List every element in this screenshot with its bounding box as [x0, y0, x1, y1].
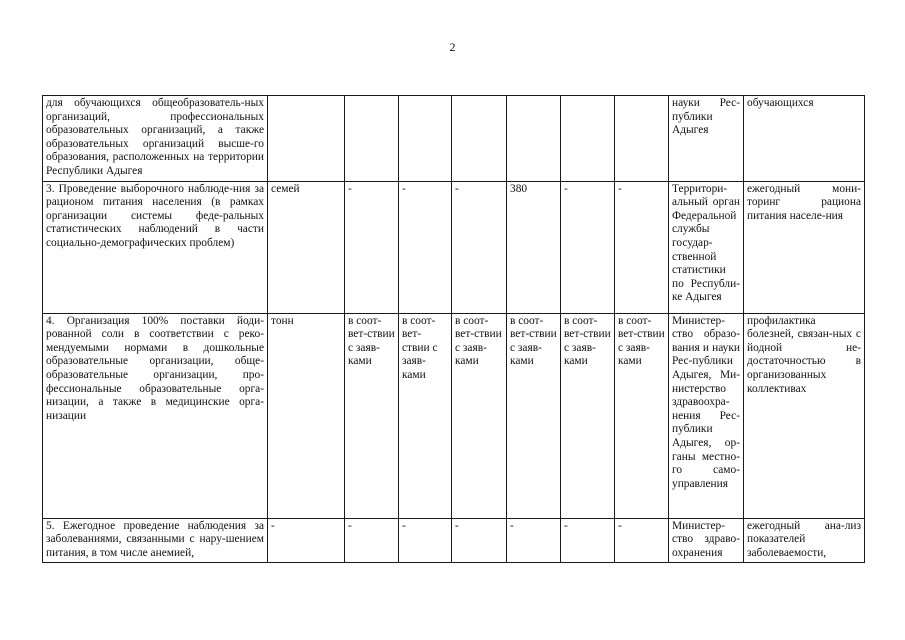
year-value-cell: 380	[507, 181, 561, 313]
executor-cell: Министер-ство образо-вания и науки Рес-публики Адыгея, Ми-нистерство здравоохра-нения Рес-публики Адыгея, ор-ганы местно-го само-управления	[669, 313, 744, 518]
year-value-cell: в соот-вет-ствии с заяв-ками	[615, 313, 669, 518]
measure-name-text: 5. Ежегодное проведение наблюдения за заболеваниями, связанными с нару-шением питания, в том числе анемией,	[46, 519, 264, 559]
year-value-cell: -	[345, 518, 399, 563]
measure-name-cell	[43, 518, 268, 563]
year-value-cell: в соот-вет-ствии с заяв-ками	[452, 313, 507, 518]
year-value-cell	[345, 96, 399, 182]
result-text: ежегодный ана-лиз показателей заболеваемости,	[747, 519, 861, 559]
year-value-cell	[452, 96, 507, 182]
executor-cell	[669, 518, 744, 563]
program-measures-table	[42, 95, 865, 563]
result-cell: обучающихся	[744, 96, 865, 182]
year-value-cell	[507, 96, 561, 182]
year-value-cell: -	[345, 181, 399, 313]
result-cell: ежегодный мони-торинг рациона питания населе-ния	[744, 181, 865, 313]
year-value-cell: -	[507, 518, 561, 563]
table-row	[43, 181, 865, 313]
year-value-cell	[399, 96, 452, 182]
measure-name-cell: 3. Проведение выборочного наблюде-ния за рационом питания населения (в рамках организации системы феде-ральных статистических наблюдений в части социально-демографических проблем)	[43, 181, 268, 313]
year-value-cell: -	[399, 181, 452, 313]
year-value-cell	[615, 96, 669, 182]
year-value-cell: -	[561, 181, 615, 313]
year-value-cell: в соот-вет-ствии с заяв-ками	[507, 313, 561, 518]
executor-cell: науки Рес-публики Адыгея	[669, 96, 744, 182]
year-value-cell: -	[399, 518, 452, 563]
year-value-cell: -	[452, 181, 507, 313]
year-value-cell	[561, 96, 615, 182]
unit-cell: -	[268, 518, 345, 563]
table-row	[43, 518, 865, 563]
year-value-cell: -	[452, 518, 507, 563]
unit-cell: тонн	[268, 313, 345, 518]
result-cell: профилактика болезней, связан-ных с йодной не-достаточностью в организованных коллективах	[744, 313, 865, 518]
executor-text: Министер-ство здраво-охранения	[672, 519, 740, 559]
executor-cell: Территори-альный орган Федеральной службы государ-ственной статистики по Республи-ке Адыгея	[669, 181, 744, 313]
year-value-cell: -	[561, 518, 615, 563]
unit-cell: семей	[268, 181, 345, 313]
year-value-cell: в соот-вет-ствии с заяв-ками	[561, 313, 615, 518]
year-value-cell: -	[615, 518, 669, 563]
measure-name-cell: для обучающихся общеобразователь-ных организаций, профессиональных образовательных организаций, а также образовательных организаций высше-го образования, расположенных на территории Республики Адыгея	[43, 96, 268, 182]
table-row	[43, 96, 865, 182]
unit-cell	[268, 96, 345, 182]
measure-name-cell: 4. Организация 100% поставки йоди-рованной соли в соответствии с реко-мендуемыми нормами в дошкольные образовательные организации, обще-образовательные организации, про-фессиональные образовательные орга-низации, а также в медицинские орга-низации	[43, 313, 268, 518]
year-value-cell: в соот-вет-ствии с заяв-ками	[345, 313, 399, 518]
result-cell	[744, 518, 865, 563]
table-row	[43, 313, 865, 518]
year-value-cell: в соот-вет-ствии с заяв-ками	[399, 313, 452, 518]
page-number: 2	[449, 40, 456, 54]
year-value-cell: -	[615, 181, 669, 313]
